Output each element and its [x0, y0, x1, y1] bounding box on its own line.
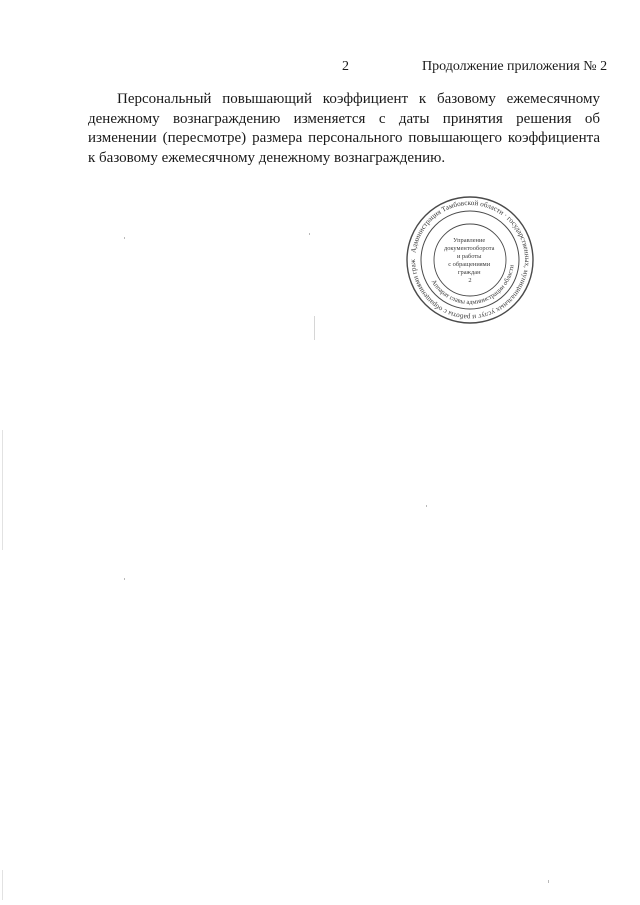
- stamp-inner-circle: [434, 224, 506, 296]
- scan-speck: [2, 430, 3, 550]
- scan-speck: [124, 578, 125, 580]
- scan-speck: [2, 870, 3, 900]
- stamp-inner-ring-textpath: Аппарат главы администрации области: [429, 264, 516, 307]
- official-seal-stamp: [404, 194, 536, 326]
- page-number: 2: [342, 59, 349, 74]
- scan-speck: [314, 316, 315, 340]
- stamp-center-line: документооборота: [443, 245, 495, 252]
- scan-speck: [309, 233, 310, 235]
- stamp-center-line: Управление: [453, 237, 486, 244]
- scan-speck: [124, 237, 125, 239]
- stamp-mid-circle: [421, 211, 519, 309]
- stamp-center-line: граждан: [457, 269, 481, 276]
- body-paragraph: Персональный повышающий коэффициент к базовому ежемесячному денежному вознаграждению изменяется с даты принятия решения об изменении (пересмотре) размера персонального повышающего коэффициента к базовому ежемесячному денежному вознаграждению.: [88, 91, 600, 166]
- scan-speck: [426, 505, 427, 507]
- stamp-center-text: [444, 237, 496, 284]
- stamp-center-line: и работы: [456, 253, 482, 260]
- stamp-center-line: 2: [468, 277, 472, 284]
- stamp-outer-ring-textpath: Администрация Тамбовской области · государственных, муниципальных услуг и работы с обращениями граж: [408, 198, 532, 322]
- appendix-continuation-label: Продолжение приложения № 2: [422, 59, 608, 74]
- scan-speck: [548, 880, 549, 883]
- stamp-center-line: с обращениями: [448, 261, 491, 268]
